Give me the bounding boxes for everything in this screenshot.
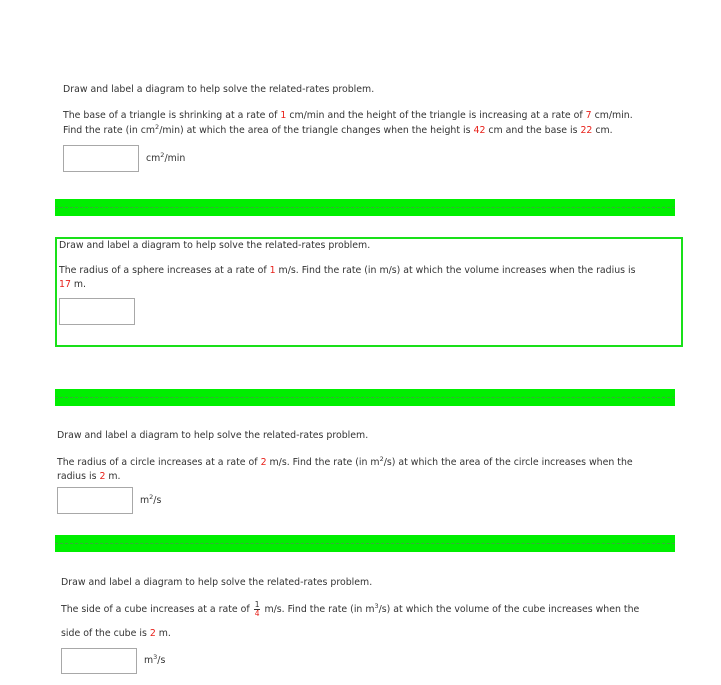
problem-3-instruction: Draw and label a diagram to help solve the related-rates problem. xyxy=(57,430,369,441)
problem-2-statement-line-2: 17 m. xyxy=(59,279,87,290)
problem-4-instruction: Draw and label a diagram to help solve the related-rates problem. xyxy=(61,577,373,588)
given-value: 17 xyxy=(59,279,71,290)
problem-1-instruction: Draw and label a diagram to help solve the related-rates problem. xyxy=(63,84,375,95)
given-value: 22 xyxy=(580,125,593,136)
given-value: 2 xyxy=(99,471,106,482)
unit-label-4: $m^3/s$ xyxy=(144,653,166,666)
answer-input-2[interactable] xyxy=(59,298,135,325)
given-value: 7 xyxy=(585,110,592,121)
problem-3-statement-line-1: The radius of a circle increases at a rate of 2 m/s. Find the rate (in $m^2/s$) at which the area of the circle increases when the xyxy=(57,455,633,468)
given-value: 2 xyxy=(260,457,267,468)
given-value: 1 xyxy=(269,265,276,276)
problem-1-statement-line-1: The base of a triangle is shrinking at a rate of 1 cm/min and the height of the triangle is increasing at a rate of 7 cm/min. xyxy=(63,110,633,121)
separator-bar-1 xyxy=(55,199,675,216)
answer-input-3[interactable] xyxy=(57,487,133,514)
problem-1-statement-line-2: Find the rate (in $cm^2/\min$) at which the area of the triangle changes when the height is 42 cm and the base is 22 cm. xyxy=(63,123,613,136)
answer-input-1[interactable] xyxy=(63,145,139,172)
separator-bar-2 xyxy=(55,389,675,406)
unit-label-1: $cm^2/\min$ xyxy=(146,151,186,164)
unit-label-3: $m^2/s$ xyxy=(140,493,162,506)
problem-2-instruction: Draw and label a diagram to help solve the related-rates problem. xyxy=(59,240,371,251)
problem-4-statement-line-1: The side of a cube increases at a rate of $\frac{1}{4}$ m/s. Find the rate (in $m^3/s$) at which the volume of the cube increases when the xyxy=(61,600,640,618)
rate-fraction: $\frac{1}{4}$ xyxy=(254,600,260,618)
problem-3-statement-line-2: radius is 2 m. xyxy=(57,471,121,482)
problem-2-statement-line-1: The radius of a sphere increases at a rate of 1 m/s. Find the rate (in m/s) at which the volume increases when the radius is xyxy=(59,265,636,276)
separator-bar-3 xyxy=(55,535,675,552)
answer-input-4[interactable] xyxy=(61,648,137,674)
given-value: 1 xyxy=(280,110,287,121)
problem-4-statement-line-2: side of the cube is 2 m. xyxy=(61,628,171,639)
given-value: 2 xyxy=(149,628,156,639)
given-value: 42 xyxy=(473,125,486,136)
problem-2-frame xyxy=(55,237,683,347)
